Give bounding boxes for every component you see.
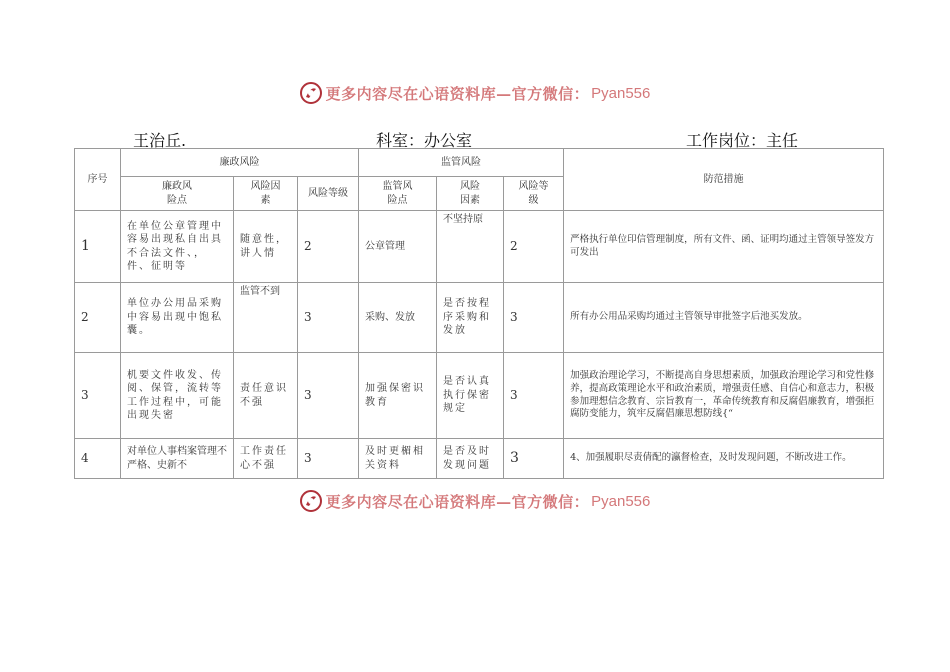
row-factor: 随意性，讲人情 [234,211,298,283]
row-sup-level: 3 [504,439,564,479]
row-factor: 监管不到 [234,283,298,353]
row-sup-factor: 是否按程序采购和发放 [437,283,504,353]
header-supervision-point: 监管风 险点 [359,177,437,211]
row-measure: 严格执行单位印信管理制度，所有文件、函、证明均通过主管领导签发方可发出 [564,211,884,283]
row-sup-level: 2 [504,211,564,283]
row-measure: 加强政治理论学习，不断提高自身思想素质，加强政治理论学习和党性修养，提高政策理论水平和政治素质，增强责任感、自信心和意志力，积极参加理想信念教育、宗旨教育一，革命传统教育和反腐倡廉教育，增强拒腐防变能力，筑牢反腐倡廉思想防线{“ [564,353,884,439]
row-level: 3 [298,353,359,439]
row-measure: 所有办公用品采购均通过主管领导审批签字后池买发放。 [564,283,884,353]
table-row [75,353,884,439]
table-row [75,283,884,353]
logo-icon [300,82,322,104]
header-sup-level: 风险等 级 [504,177,564,211]
header-supervision-risk: 监管风险 [359,149,564,177]
row-seq: 2 [75,283,121,353]
row-point: 在单位公章管理中容易出现私自出具不合法文件、，件、征明等 [121,211,234,283]
row-factor: 工作责任心不强 [234,439,298,479]
row-point: 单位办公用品采购中容易出现中饱私囊。 [121,283,234,353]
header-seq: 序号 [75,149,121,211]
row-sup-point: 采购、发放 [359,283,437,353]
banner-text: 更多内容尽在心语资料库—官方微信： [325,492,590,511]
header-sup-factor: 风险 因素 [437,177,504,211]
footer-banner [0,488,950,514]
row-seq: 4 [75,439,121,479]
row-point: 机要文件收发、传阅、保管，流转等工作过程中，可能出现失密 [121,353,234,439]
job-position: 工作岗位：主任 [686,131,799,150]
row-level: 3 [298,283,359,353]
row-sup-point: 公章管理 [359,211,437,283]
row-factor: 责任意识不强 [234,353,298,439]
row-level: 3 [298,439,359,479]
person-name: 王治丘. [133,131,187,150]
risk-table [74,148,884,479]
row-sup-factor: 是否认真执行保密规定 [437,353,504,439]
row-sup-level: 3 [504,283,564,353]
banner-wechat: Pyan556 [591,492,651,510]
row-measure: 4、加强履职尽责倩配的瀛督检查，及时发现问题，不断改进工作。 [564,439,884,479]
header-banner [0,80,950,106]
row-seq: 3 [75,353,121,439]
header-integrity-risk: 廉政风险 [121,149,359,177]
table-row [75,211,884,283]
header-integrity-point: 廉政风 险点 [121,177,234,211]
banner-wechat: Pyan556 [591,84,651,102]
logo-icon [300,490,322,512]
row-sup-point: 及时更楣相关资料 [359,439,437,479]
row-seq: 1 [75,211,121,283]
department: 科室：办公室 [376,131,473,150]
table-row [75,439,884,479]
row-point: 对单位人事档案管理不严格、史新不 [121,439,234,479]
row-level: 2 [298,211,359,283]
row-sup-point: 加强保密识教育 [359,353,437,439]
banner-text: 更多内容尽在心语资料库—官方微信： [325,84,590,103]
header-risk-factor: 风险因 素 [234,177,298,211]
row-sup-factor: 不坚持原 [437,211,504,283]
header-prevention: 防范措施 [564,149,884,211]
row-sup-level: 3 [504,353,564,439]
header-risk-level: 风险等级 [298,177,359,211]
row-sup-factor: 是否及时发现问题 [437,439,504,479]
